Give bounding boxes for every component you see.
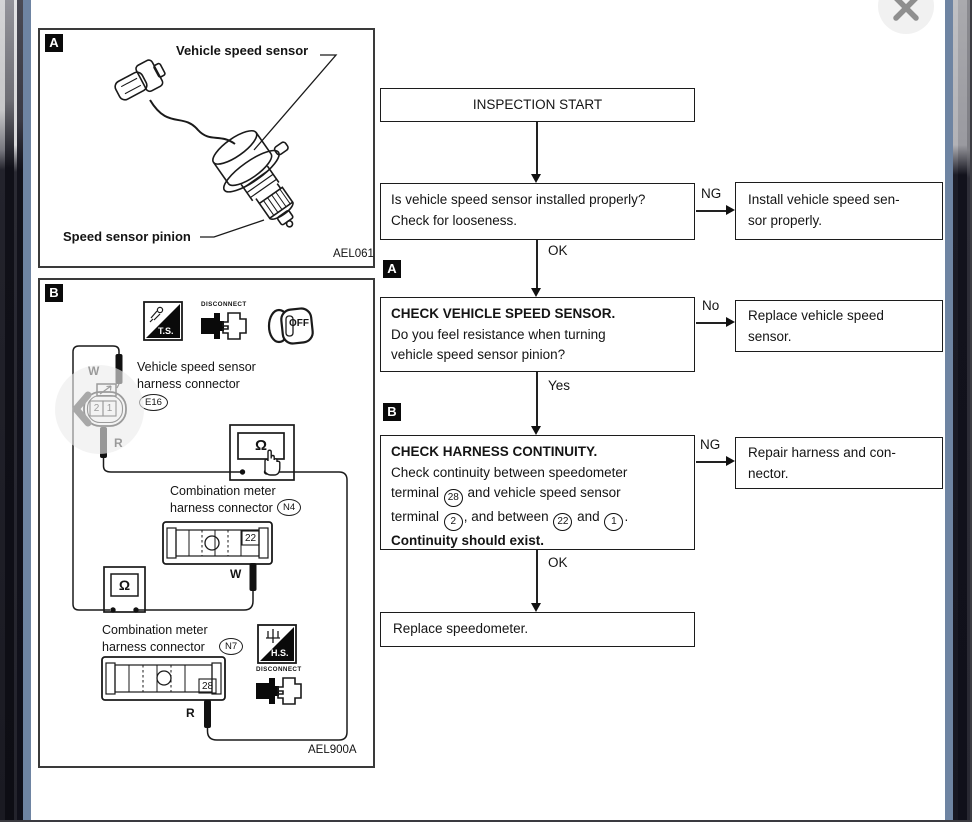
disconnect-bottom-label: DISCONNECT	[256, 666, 302, 673]
ts-icon-label: T.S.	[158, 326, 174, 336]
flow-q3-line2-pre: terminal	[391, 485, 440, 500]
flow-q2-no-line	[696, 322, 727, 324]
wire-label-r-n7: R	[186, 706, 195, 720]
carousel-prev-button[interactable]	[55, 365, 144, 454]
connector-id-n7: N7	[219, 638, 243, 655]
terminal-22-badge: 22	[553, 513, 572, 531]
figure-code-a: AEL061	[333, 248, 374, 260]
frame-left-blue	[23, 0, 31, 822]
flow-q3-ng-arrowhead	[726, 456, 735, 466]
n4-label-2: harness connector	[170, 501, 273, 515]
frame-left-shade	[5, 0, 14, 822]
flow-q2-title: CHECK VEHICLE SPEED SENSOR.	[391, 306, 616, 321]
label-vehicle-speed-sensor: Vehicle speed sensor	[176, 43, 309, 58]
flow-a3-line1: Repair harness and con-	[748, 445, 896, 460]
off-icon-label: OFF	[289, 318, 309, 329]
terminal-22: 22	[244, 533, 257, 544]
flow-q3-line3-and: and	[577, 509, 600, 524]
disconnect-icon-top	[201, 313, 246, 339]
flow-q2-line1: Do you feel resistance when turning	[391, 326, 606, 342]
flow-q1-ng-arrowhead	[726, 205, 735, 215]
flow-a3-line2: nector.	[748, 465, 789, 481]
flow-arrowhead-4	[531, 603, 541, 612]
flow-q2-yes-label: Yes	[548, 378, 571, 393]
ohmmeter-2-symbol: Ω	[118, 577, 131, 593]
frame-right-shade2	[958, 0, 967, 822]
close-button[interactable]	[878, 0, 934, 34]
flow-q3-box	[380, 435, 695, 550]
flow-q3-title: CHECK HARNESS CONTINUITY.	[391, 444, 598, 459]
flow-line-1	[536, 122, 538, 175]
panel-a	[38, 28, 375, 268]
flow-a2-box	[735, 300, 943, 352]
flow-q1-ng-line	[696, 210, 727, 212]
frame-right-blue	[945, 0, 953, 822]
vss-connector-label-2: harness connector	[137, 377, 240, 391]
terminal-28-badge: 28	[444, 489, 463, 507]
flow-q3-line3	[391, 507, 684, 531]
flow-arrowhead-2	[531, 288, 541, 297]
flow-arrowhead-3	[531, 426, 541, 435]
n7-label-1: Combination meter	[102, 623, 208, 637]
disconnect-icon-bottom	[256, 678, 301, 704]
flow-a1-line2: sor properly.	[748, 212, 823, 228]
wiring-diagram	[40, 280, 373, 766]
flow-arrowhead-1	[531, 174, 541, 183]
terminal-1-badge: 1	[604, 513, 623, 531]
flow-q2-no-arrowhead	[726, 317, 735, 327]
flow-q1-ok-label: OK	[548, 243, 568, 258]
flow-q1-line2: Check for looseness.	[391, 212, 518, 228]
disconnect-top-label: DISCONNECT	[201, 301, 247, 308]
flow-q3-line3-pre: terminal	[391, 509, 440, 524]
flow-q1-ng-label: NG	[701, 186, 722, 201]
chevron-left-icon	[55, 365, 144, 454]
vss-connector-label-1: Vehicle speed sensor	[137, 360, 256, 374]
flow-a1-box	[735, 182, 943, 240]
flow-q2-box	[380, 297, 695, 372]
flow-end-text: Replace speedometer.	[393, 621, 529, 636]
flow-marker-b: B	[383, 403, 401, 421]
flow-q3-line2	[391, 483, 684, 507]
n4-label-1: Combination meter	[170, 484, 276, 498]
flow-a1-line1: Install vehicle speed sen-	[748, 192, 900, 207]
flow-q3-bold-line: Continuity should exist.	[391, 533, 545, 548]
figure-code-b: AEL900A	[308, 744, 357, 756]
label-speed-sensor-pinion: Speed sensor pinion	[63, 229, 191, 244]
flow-q3-line2-post: and vehicle speed sensor	[467, 485, 621, 500]
flow-q3-line3-mid: , and between	[463, 509, 549, 524]
panel-a-marker: A	[45, 34, 63, 52]
hs-icon-label: H.S.	[271, 648, 289, 658]
flow-q3-ng-label: NG	[700, 437, 721, 452]
wire-label-w-n4: W	[230, 567, 242, 581]
connector-id-e16: E16	[139, 394, 168, 411]
connector-id-n4: N4	[277, 499, 301, 516]
close-icon	[878, 0, 934, 34]
flow-q1-box	[380, 183, 695, 240]
panel-b	[38, 278, 375, 768]
panel-b-marker: B	[45, 284, 63, 302]
ohmmeter-1-symbol: Ω	[254, 437, 268, 454]
flow-q2-no-label: No	[702, 298, 720, 313]
flow-line-3	[536, 372, 538, 427]
flow-a3-box	[735, 437, 943, 489]
n7-label-2: harness connector	[102, 640, 205, 654]
terminal-28: 28	[201, 681, 214, 692]
flow-q3-ng-line	[696, 461, 727, 463]
flow-q3-ok-label: OK	[548, 555, 568, 570]
flow-q3-line3-end: .	[624, 509, 629, 524]
flow-start-box	[380, 88, 695, 122]
terminal-2-badge: 2	[444, 513, 463, 531]
flow-a2-line1: Replace vehicle speed	[748, 308, 884, 323]
flow-line-2	[536, 240, 538, 289]
flow-marker-a: A	[383, 260, 401, 278]
flow-end-box	[380, 612, 695, 647]
flow-line-4	[536, 550, 538, 604]
flow-q2-line2: vehicle speed sensor pinion?	[391, 347, 566, 362]
flow-a2-line2: sensor.	[748, 328, 792, 344]
flow-start-text: INSPECTION START	[472, 97, 603, 112]
flow-q3-line1: Check continuity between speedometer	[391, 464, 628, 480]
flow-q1-line1: Is vehicle speed sensor installed properly?	[391, 192, 646, 207]
